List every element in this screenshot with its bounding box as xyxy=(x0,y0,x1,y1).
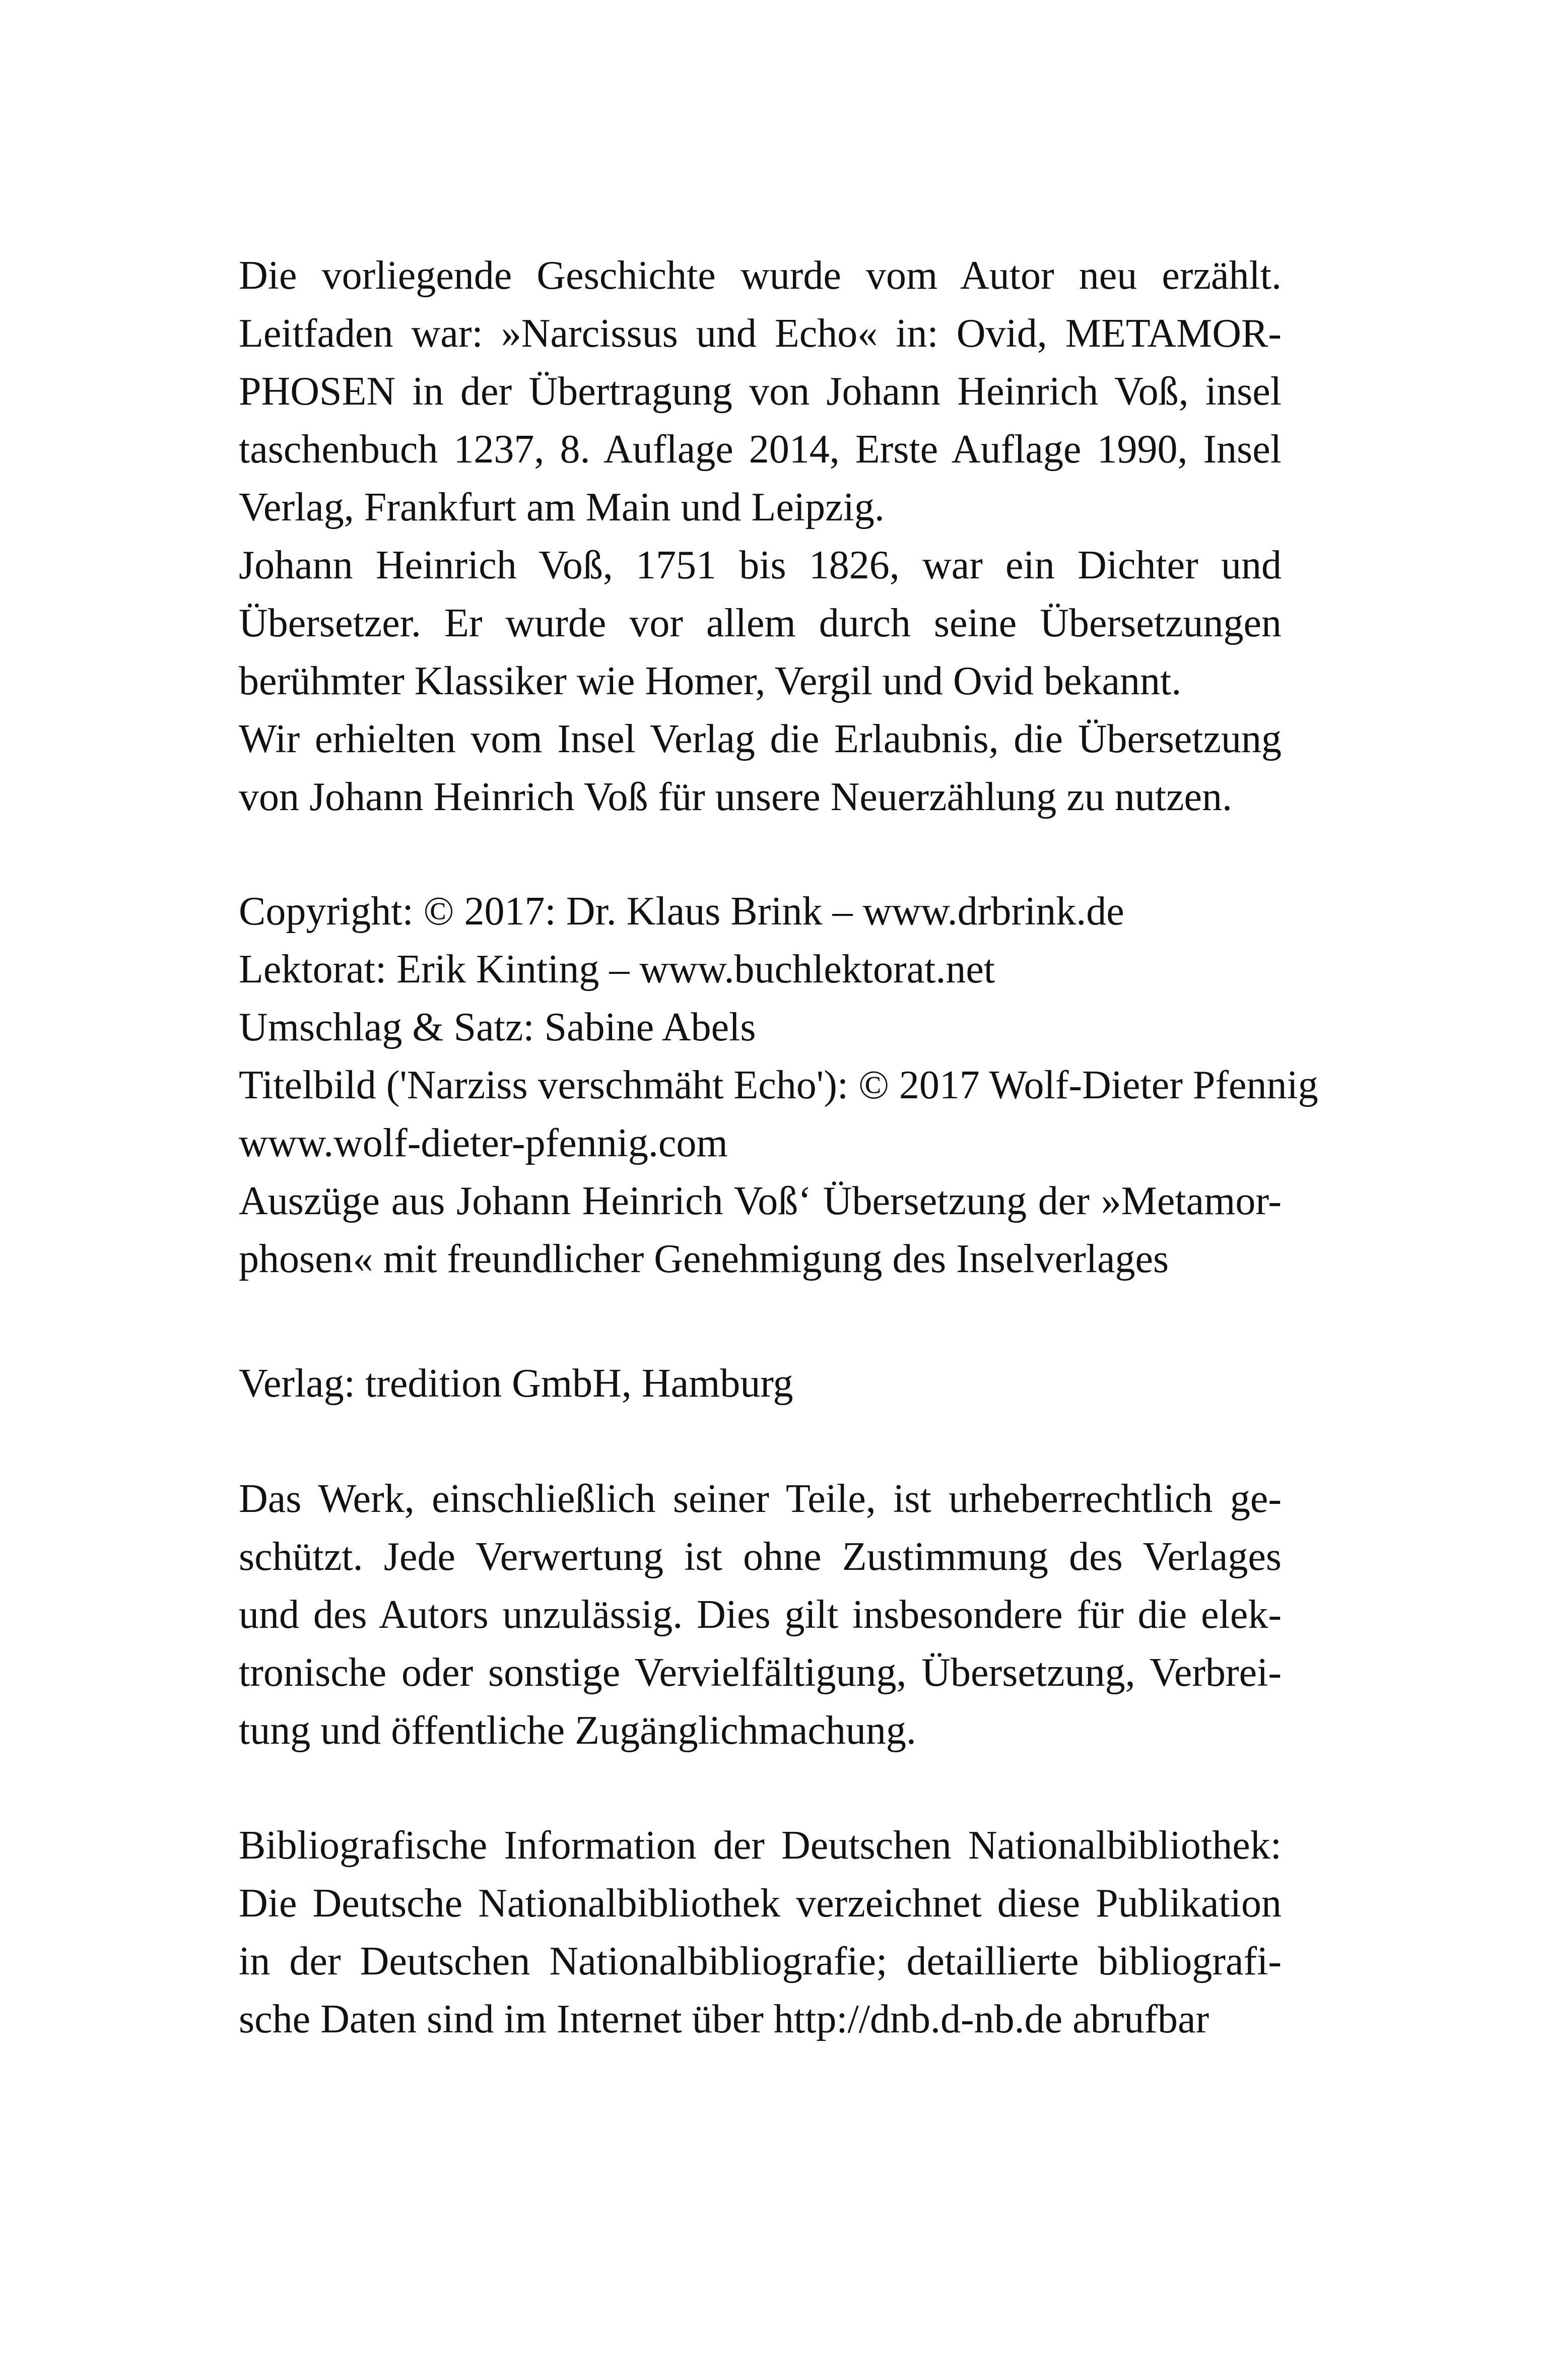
credits-line: phosen« mit freundlicher Genehmigung des Inselverlages xyxy=(239,1237,1169,1281)
credits-line: www.wolf-dieter-pfennig.com xyxy=(239,1121,728,1165)
rights-line: tung und öffentliche Zugänglichmachung. xyxy=(239,1708,916,1753)
credits-line: Lektorat: Erik Kinting – www.buchlektorat.net xyxy=(239,947,995,991)
credits-line: Umschlag & Satz: Sabine Abels xyxy=(239,1005,756,1049)
intro-line: taschenbuch 1237, 8. Auflage 2014, Erste Auflage 1990, Insel xyxy=(239,427,1282,472)
credits-line: Copyright: © 2017: Dr. Klaus Brink – www.drbrink.de xyxy=(239,889,1124,934)
credits-line: Titelbild ('Narziss verschmäht Echo'): © 2017 Wolf-Dieter Pfennig xyxy=(239,1063,1318,1107)
rights-line: schützt. Jede Verwertung ist ohne Zustimmung des Verlages xyxy=(239,1535,1282,1579)
intro-line: Leitfaden war: »Narcissus und Echo« in: Ovid, METAMOR- xyxy=(239,311,1282,356)
bibliography-line: sche Daten sind im Internet über http://dnb.d-nb.de abrufbar xyxy=(239,1997,1209,2041)
rights-line: und des Autors unzulässig. Dies gilt insbesondere für die elek- xyxy=(239,1593,1282,1637)
bibliography-line: Die Deutsche Nationalbibliothek verzeichnet diese Publikation xyxy=(239,1881,1282,1926)
intro-line: Übersetzer. Er wurde vor allem durch seine Übersetzungen xyxy=(239,601,1282,645)
publisher-section xyxy=(239,1355,1282,1413)
intro-line: Wir erhielten vom Insel Verlag die Erlaubnis, die Übersetzung xyxy=(239,717,1282,761)
intro-line: von Johann Heinrich Voß für unsere Neuerzählung zu nutzen. xyxy=(239,775,1233,819)
intro-section xyxy=(239,247,1282,826)
intro-line: Verlag, Frankfurt am Main und Leipzig. xyxy=(239,485,885,530)
intro-line: Johann Heinrich Voß, 1751 bis 1826, war ein Dichter und xyxy=(239,543,1282,587)
bibliography-section xyxy=(239,1817,1282,2048)
intro-line: Die vorliegende Geschichte wurde vom Autor neu erzählt. xyxy=(239,253,1282,298)
bibliography-line: in der Deutschen Nationalbibliografie; detaillierte bibliografi- xyxy=(239,1939,1282,1984)
credits-line: Auszüge aus Johann Heinrich Voß‘ Übersetzung der »Metamor- xyxy=(239,1179,1282,1223)
bibliography-line: Bibliografische Information der Deutschen Nationalbibliothek: xyxy=(239,1823,1282,1868)
rights-line: Das Werk, einschließlich seiner Teile, ist urheberrechtlich ge- xyxy=(239,1477,1282,1521)
credits-section xyxy=(239,883,1318,1288)
publisher-line: Verlag: tredition GmbH, Hamburg xyxy=(239,1361,793,1406)
rights-section xyxy=(239,1470,1282,1760)
intro-line: berühmter Klassiker wie Homer, Vergil und Ovid bekannt. xyxy=(239,659,1182,703)
rights-line: tronische oder sonstige Vervielfältigung, Übersetzung, Verbrei- xyxy=(239,1650,1282,1695)
intro-line: PHOSEN in der Übertragung von Johann Heinrich Voß, insel xyxy=(239,369,1282,414)
